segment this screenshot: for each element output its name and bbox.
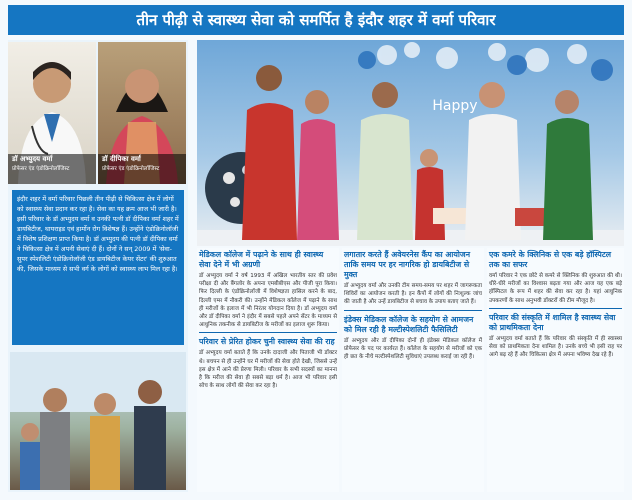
section-heading: इंडेक्स मेडिकल कॉलेज के सहयोग से आमजन को मिल रही है मल्टीस्पेशलिटी फैसिलिटी — [344, 314, 474, 334]
left-column — [8, 40, 188, 492]
portrait-name: डॉ अभ्युदय वर्मा — [12, 155, 53, 163]
section-body: डॉ अभ्युदय वर्मा ने वर्ष 1993 में अखिल भारतीय स्तर की प्रवेश परीक्षा दी और बैंगलोर के अपना एमबीबीएस और पीजी पूरा किया। फिर दिल्ली के एंडोक्रिनोलॉजी में विशेषज्ञता हासिल करने के बाद, दिल्ली एम्स में नौकरी की। उन्होंने मेडिकल कॉलेज में पढ़ाने के साथ ही मरीजों के इलाज में भी निरंतर योगदान दिया है। डॉ अभ्युदय वर्मा और डॉ दीपिका वर्मा ने इंदौर में सबसे पहले अपने सेंटर के माध्यम से आधुनिक तकनीक से डायबिटीज के मरीजों का इलाज शुरू किया। — [199, 273, 337, 329]
section-heading: परिवार की संस्कृति में शामिल है स्वास्थ्य सेवा को प्राथमिकता देना — [489, 312, 616, 332]
section-heading: मेडिकल कॉलेज में पढ़ाने के साथ ही स्वास्थ्य सेवा देने में भी अग्रणी — [199, 250, 324, 269]
portrait-title: प्रोफेसर एंड एंडोक्रिनोलॉजिस्ट — [12, 166, 70, 172]
section-heading: परिवार से प्रेरित होकर चुनी स्वास्थ्य सेवा की राह — [199, 337, 335, 347]
main-family-photo — [197, 40, 624, 246]
divider — [489, 308, 622, 309]
portrait-doctor-2 — [98, 42, 186, 184]
family-photo-small — [10, 352, 186, 490]
portrait-title: प्रोफेसर एंड एंडोक्रिनोलॉजिस्ट — [102, 166, 160, 172]
article-column-3 — [487, 248, 624, 492]
section-heading: लगातार करते हैं अवेयरनेस कैंप का आयोजन ताकि समय पर हर नागरिक हो डायबिटीज से मुक्त — [344, 250, 471, 279]
divider — [344, 310, 482, 311]
section-body: डॉ अभ्युदय वर्मा बताते हैं कि उनके दादाजी और पिताजी भी डॉक्टर थे। बचपन से ही उन्होंने घर में मरीजों की सेवा होते देखी, जिससे उन्हें इस क्षेत्र में आने की प्रेरणा मिली। परिवार के सभी सदस्यों का मानना है कि मरीज की सेवा ही सबसे बड़ा धर्म है। आज भी परिवार इसी सोच के साथ लोगों की सेवा कर रहा है। — [199, 350, 337, 390]
intro-text: इंदौर शहर में वर्मा परिवार पिछली तीन पीढ़ी से चिकित्सा क्षेत्र में लोगों को स्वास्थ्य सेवा प्रदान कर रहा है। सेवा का यह क्रम आज भी जारी है। इसी परिवार के डॉ अभ्युदय वर्मा व उनकी पत्नी डॉ दीपिका वर्मा शहर में डायबिटीज, थायराइड एवं हार्मोन रोग विशेषज्ञ हैं। उन्होंने एंडोक्रिनोलॉजी में विशेष प्रशिक्षण प्राप्त किया है। डॉ अभ्युदय की पत्नी डॉ दीपिका वर्मा ने चिकित्सा क्षेत्र में अपनी सेवाएं दी हैं। दोनों ने सन् 2009 में 'सेवा- सुपर स्पेशलिटी एंडोक्रिनोलॉजी एंड डायबिटीज केयर सेंटर' की शुरुआत की, जिसके माध्यम से सभी वर्ग के लोगों को स्वास्थ्य लाभ मिल रहा है। — [12, 190, 184, 345]
section-body: डॉ अभ्युदय वर्मा और उनकी टीम समय-समय पर शहर में जागरूकता शिविरों का आयोजन करती है। इन कैंपों में लोगों की निःशुल्क जांच की जाती है और उन्हें डायबिटीज से बचाव के उपाय बताए जाते हैं। — [344, 283, 482, 306]
cake-text: Happy — [432, 98, 478, 114]
section-body: डॉ अभ्युदय और डॉ दीपिका दोनों ही इंडेक्स मेडिकल कॉलेज में प्रोफेसर के पद पर कार्यरत हैं। कॉलेज के सहयोग से मरीजों को एक ही छत के नीचे मल्टीस्पेशलिटी सुविधाएं उपलब्ध कराई जा रही हैं। — [344, 337, 482, 361]
article-column-1 — [197, 248, 339, 492]
article-column-2 — [342, 248, 484, 492]
section-heading: एक कमरे के क्लिनिक से एक बड़े हॉस्पिटल तक का सफर — [489, 250, 612, 269]
headline: तीन पीढ़ी से स्वास्थ्य सेवा को समर्पित है इंदौर शहर में वर्मा परिवार — [8, 5, 624, 35]
section-body: वर्मा परिवार ने एक छोटे से कमरे से क्लिनिक की शुरुआत की थी। धीरे-धीरे मरीजों का विश्वास बढ़ता गया और आज यह एक बड़े हॉस्पिटल के रूप में शहर की सेवा कर रहा है। यहां आधुनिक उपकरणों के साथ अनुभवी डॉक्टरों की टीम मौजूद है। — [489, 273, 622, 304]
portrait-name: डॉ दीपिका वर्मा — [102, 155, 141, 163]
divider — [199, 332, 337, 333]
portrait-doctor-1 — [8, 42, 96, 184]
section-body: डॉ अभ्युदय वर्मा बताते हैं कि परिवार की संस्कृति में ही स्वास्थ्य सेवा को प्राथमिकता देना शामिल है। उनके बच्चे भी इसी राह पर आगे बढ़ रहे हैं और चिकित्सा क्षेत्र में अपना भविष्य देख रहे हैं। — [489, 335, 622, 359]
